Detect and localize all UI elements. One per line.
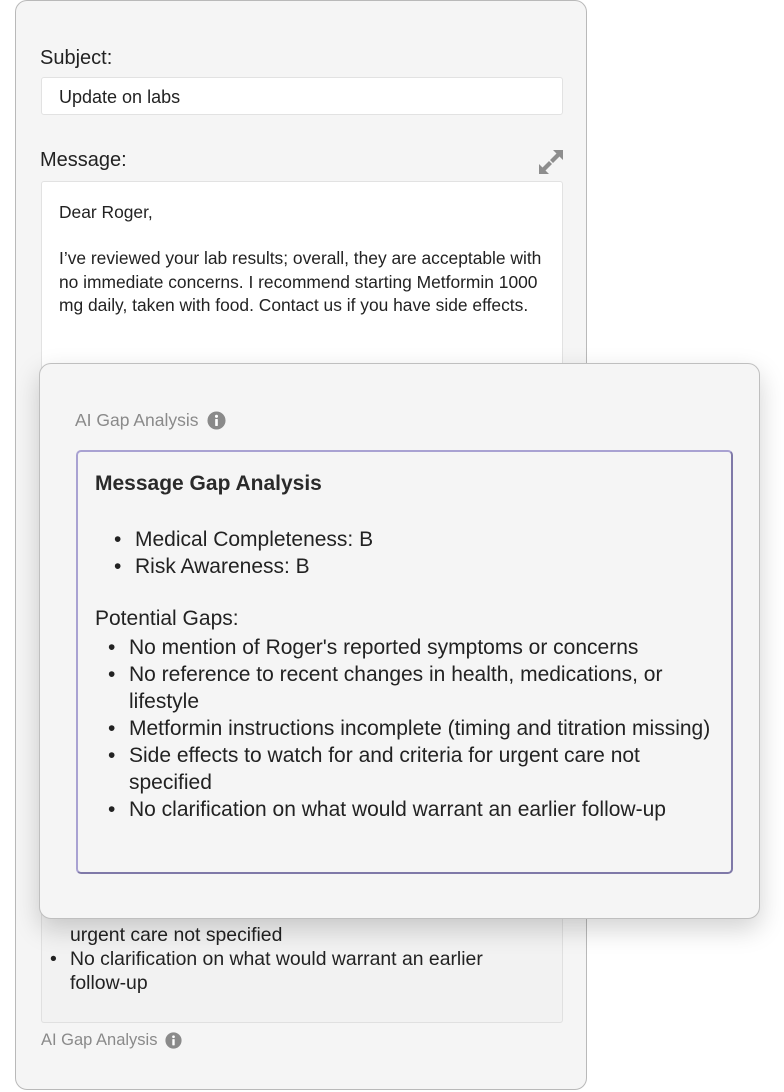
inline-gap-text: urgent care not specified: [70, 924, 283, 946]
inline-gap-analysis-box: [41, 901, 563, 1023]
message-body-text: Dear Roger, I’ve reviewed your lab results; overall, they are acceptable with no immediate concerns. I recommend starting Metformin 1000 mg daily, taken with food. Contact us if you have side effects.: [59, 202, 542, 315]
bullet-glyph: •: [50, 948, 57, 970]
gap-item: [108, 742, 718, 796]
potential-gaps-list: [108, 634, 718, 823]
gap-text: No reference to recent changes in health, medications, or lifestyle: [129, 663, 663, 713]
subject-label: Subject:: [40, 47, 113, 69]
info-icon[interactable]: [165, 1032, 182, 1049]
ai-gap-analysis-popover: [39, 363, 760, 919]
ai-gap-analysis-caption-text: AI Gap Analysis: [41, 1031, 158, 1049]
bullet-glyph: •: [108, 717, 116, 740]
bullet-glyph: •: [108, 798, 116, 821]
bullet-glyph: •: [108, 744, 116, 767]
grade-item: [114, 526, 373, 553]
expand-arrows-icon[interactable]: [535, 146, 567, 178]
bullet-glyph: •: [108, 663, 116, 686]
inline-gap-item: [50, 947, 490, 995]
info-icon[interactable]: [207, 411, 226, 430]
gap-analysis-title: Message Gap Analysis: [95, 472, 322, 495]
subject-input[interactable]: Update on labs: [41, 77, 563, 115]
grade-text: Risk Awareness: B: [135, 555, 310, 578]
grade-text: Medical Completeness: B: [135, 528, 374, 551]
gap-item: [108, 715, 718, 742]
grade-item: [114, 553, 373, 580]
inline-gap-text: No clarification on what would warrant an earlier follow-up: [70, 948, 483, 994]
gap-text: No mention of Roger's reported symptoms or concerns: [129, 636, 639, 659]
gap-text: Metformin instructions incomplete (timing and titration missing): [129, 717, 711, 740]
inline-gap-item: [70, 923, 490, 947]
bullet-glyph: •: [108, 636, 116, 659]
ai-gap-analysis-caption: [41, 1031, 182, 1050]
message-label: Message:: [40, 149, 127, 171]
popover-caption: [75, 410, 226, 431]
gap-text: No clarification on what would warrant an earlier follow-up: [129, 798, 666, 821]
gap-item: [108, 634, 718, 661]
gap-item: [108, 796, 718, 823]
gap-analysis-card: [76, 450, 733, 874]
inline-gap-list: [50, 923, 490, 995]
popover-caption-text: AI Gap Analysis: [75, 410, 199, 430]
message-textarea[interactable]: [41, 181, 563, 381]
gap-item: [108, 661, 718, 715]
bullet-glyph: •: [114, 555, 122, 578]
grades-list: [114, 526, 373, 580]
potential-gaps-heading: Potential Gaps:: [95, 607, 239, 630]
bullet-glyph: •: [114, 528, 122, 551]
gap-text: Side effects to watch for and criteria for urgent care not specified: [129, 744, 640, 794]
